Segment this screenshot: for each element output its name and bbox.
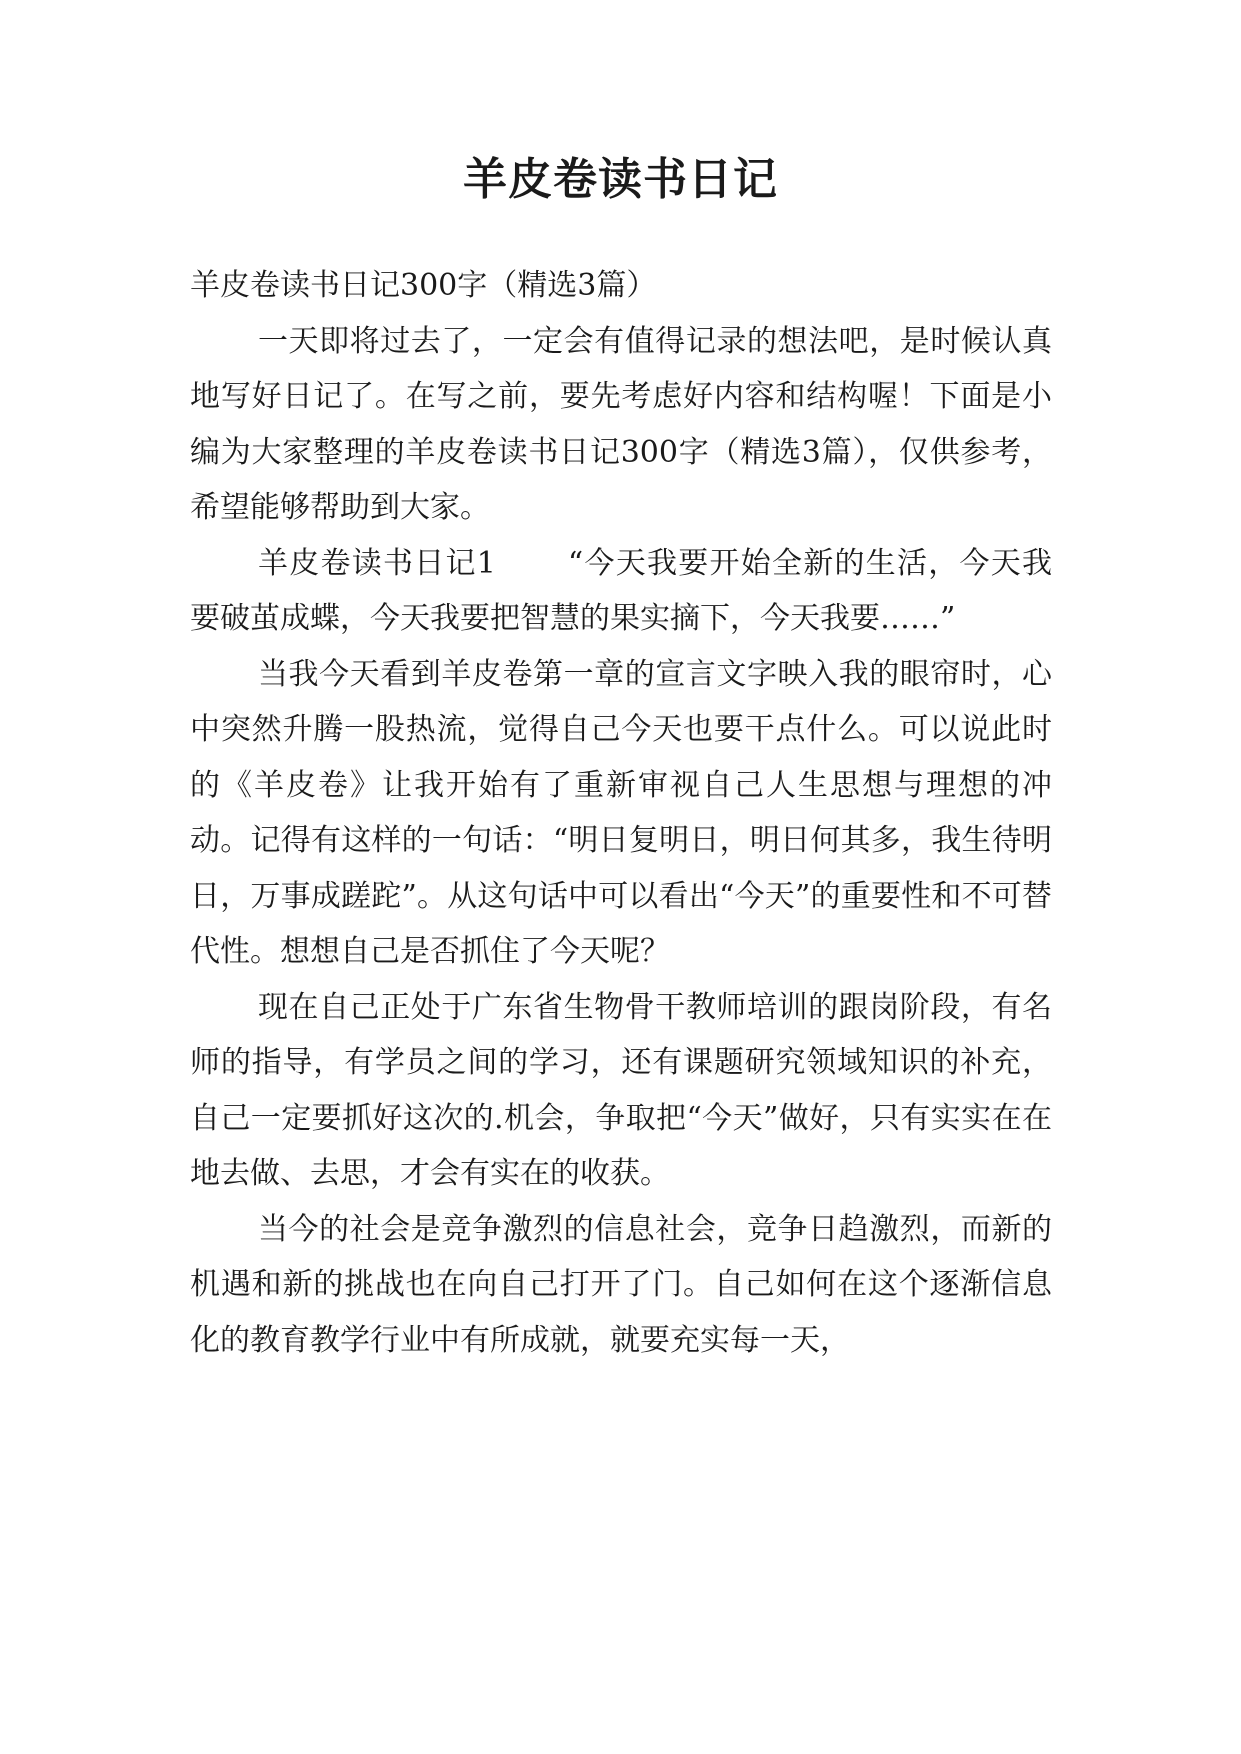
- body-paragraph-3: 当今的社会是竞争激烈的信息社会，竞争日趋激烈，而新的机遇和新的挑战也在向自己打开了门。自己如何在这个逐渐信息化的教育教学行业中有所成就，就要充实每一天，: [190, 1211, 1052, 1358]
- intro-paragraph: 一天即将过去了，一定会有值得记录的想法吧，是时候认真地写好日记了。在写之前，要先考虑好内容和结构喔！下面是小编为大家整理的羊皮卷读书日记300字（精选3篇），仅供参考，希望能够帮助到大家。: [190, 323, 1052, 525]
- body-paragraph-2: 现在自己正处于广东省生物骨干教师培训的跟岗阶段，有名师的指导，有学员之间的学习，还有课题研究领域知识的补充，自己一定要抓好这次的.机会，争取把“今天”做好，只有实实在在地去做、去思，才会有实在的收获。: [190, 989, 1052, 1191]
- document-body: [190, 258, 1052, 1368]
- document-title: 羊皮卷读书日记: [463, 154, 778, 205]
- entry-1-quote: “今天我要开始全新的生活，今天我要破茧成蝶，今天我要把智慧的果实摘下，今天我要……”: [190, 545, 1052, 636]
- document-subtitle: 羊皮卷读书日记300字（精选3篇）: [190, 268, 657, 303]
- entry-1-heading: 羊皮卷读书日记1: [258, 545, 496, 581]
- body-paragraph-1: 当我今天看到羊皮卷第一章的宣言文字映入我的眼帘时，心中突然升腾一股热流，觉得自己今天也要干点什么。可以说此时的《羊皮卷》让我开始有了重新审视自己人生思想与理想的冲动。记得有这样的一句话：“明日复明日，明日何其多，我生待明日，万事成蹉跎”。从这句话中可以看出“今天”的重要性和不可替代性。想想自己是否抓住了今天呢？: [190, 656, 1052, 969]
- entry-1-paragraph: [190, 536, 1052, 647]
